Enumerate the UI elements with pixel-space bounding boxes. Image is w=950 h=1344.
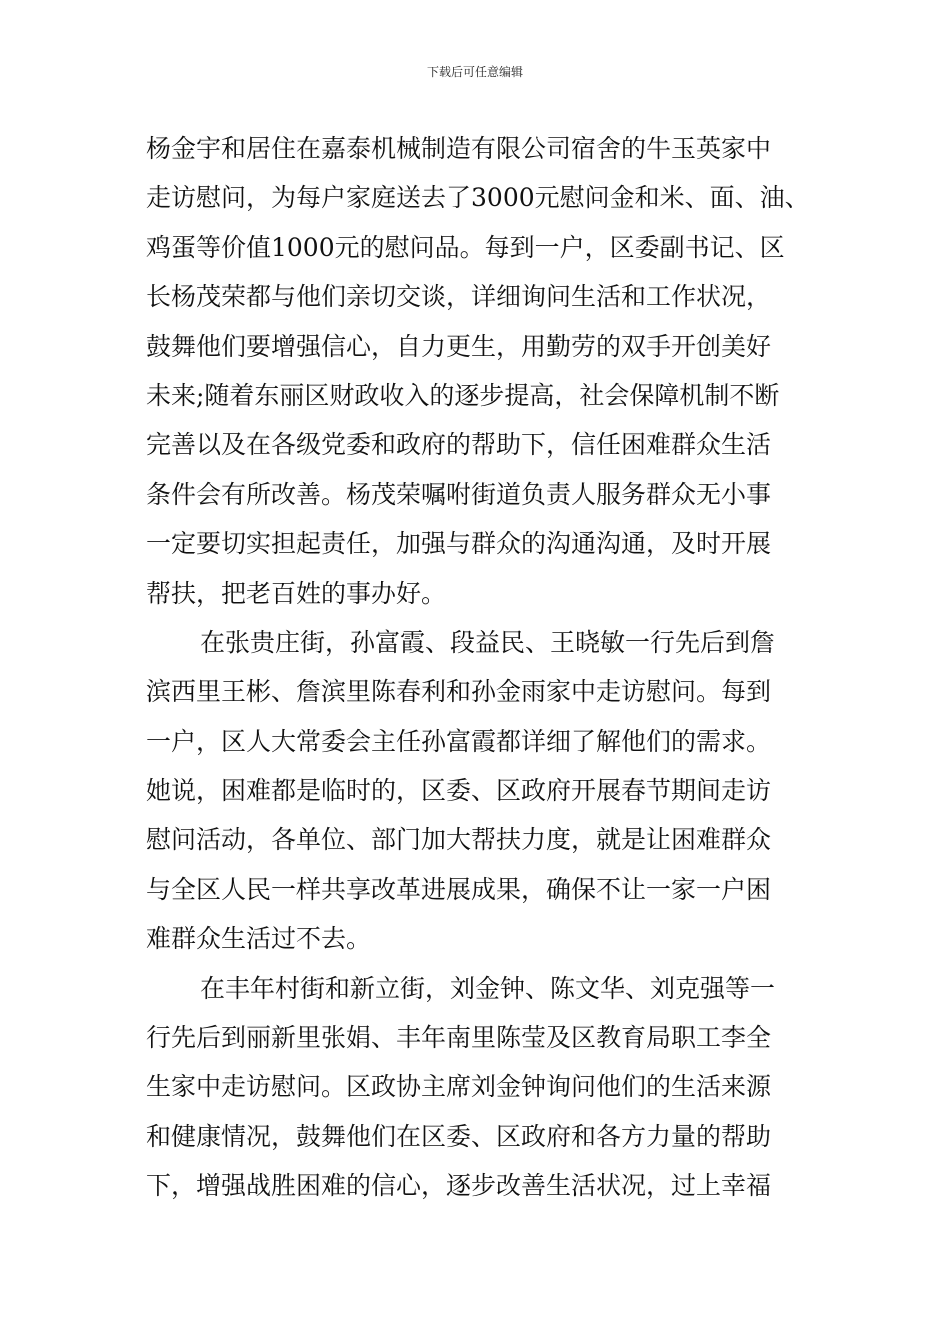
text-line: 行先后到丽新里张娟、丰年南里陈莹及区教育局职工李全: [146, 1023, 772, 1053]
text-line: 与全区人民一样共享改革进展成果，确保不让一家一户困: [146, 874, 772, 904]
text-line: 慰问活动，各单位、部门加大帮扶力度，就是让困难群众: [146, 825, 772, 855]
text-line: 走访慰问，为每户家庭送去了3000元慰问金和米、面、油、: [146, 183, 810, 213]
page-header: 下载后可任意编辑: [426, 65, 523, 79]
text-line: 在丰年村街和新立街，刘金钟、陈文华、刘克强等一: [200, 973, 776, 1003]
paragraph-2: [146, 618, 814, 964]
text-line: 滨西里王彬、詹滨里陈春利和孙金雨家中走访慰问。每到: [146, 677, 772, 707]
text-line: 生家中走访慰问。区政协主席刘金钟询问他们的生活来源: [146, 1072, 772, 1102]
text-line: 杨金宇和居住在嘉泰机械制造有限公司宿舍的牛玉英家中: [146, 134, 772, 163]
text-line: 帮扶，把老百姓的事办好。: [146, 578, 447, 608]
text-line: 下，增强战胜困难的信心，逐步改善生活状况，过上幸福: [146, 1171, 772, 1201]
text-line: 难群众生活过不去。: [146, 924, 372, 954]
text-line: 在张贵庄街，孙富霞、段益民、王晓敏一行先后到詹: [200, 627, 776, 657]
document-body: [146, 124, 814, 1211]
text-line: 完善以及在各级党委和政府的帮助下，信任困难群众生活: [146, 430, 772, 460]
text-line: 条件会有所改善。杨茂荣嘱咐街道负责人服务群众无小事: [146, 479, 772, 509]
text-line: 鸡蛋等价值1000元的慰问品。每到一户，区委副书记、区: [146, 232, 785, 262]
paragraph-3: [146, 964, 814, 1211]
text-line: 和健康情况，鼓舞他们在区委、区政府和各方力量的帮助: [146, 1121, 772, 1151]
paragraph-1: [146, 124, 814, 618]
text-line: 一定要切实担起责任，加强与群众的沟通沟通，及时开展: [146, 529, 772, 559]
text-line: 一户，区人大常委会主任孙富霞都详细了解他们的需求。: [146, 726, 772, 756]
text-line: 她说，困难都是临时的，区委、区政府开展春节期间走访: [146, 776, 772, 806]
text-line: 鼓舞他们要增强信心，自力更生，用勤劳的双手开创美好: [146, 331, 772, 361]
text-line: 未来;随着东丽区财政收入的逐步提高，社会保障机制不断: [146, 380, 780, 410]
text-line: 长杨茂荣都与他们亲切交谈，详细询问生活和工作状况，: [146, 282, 772, 312]
